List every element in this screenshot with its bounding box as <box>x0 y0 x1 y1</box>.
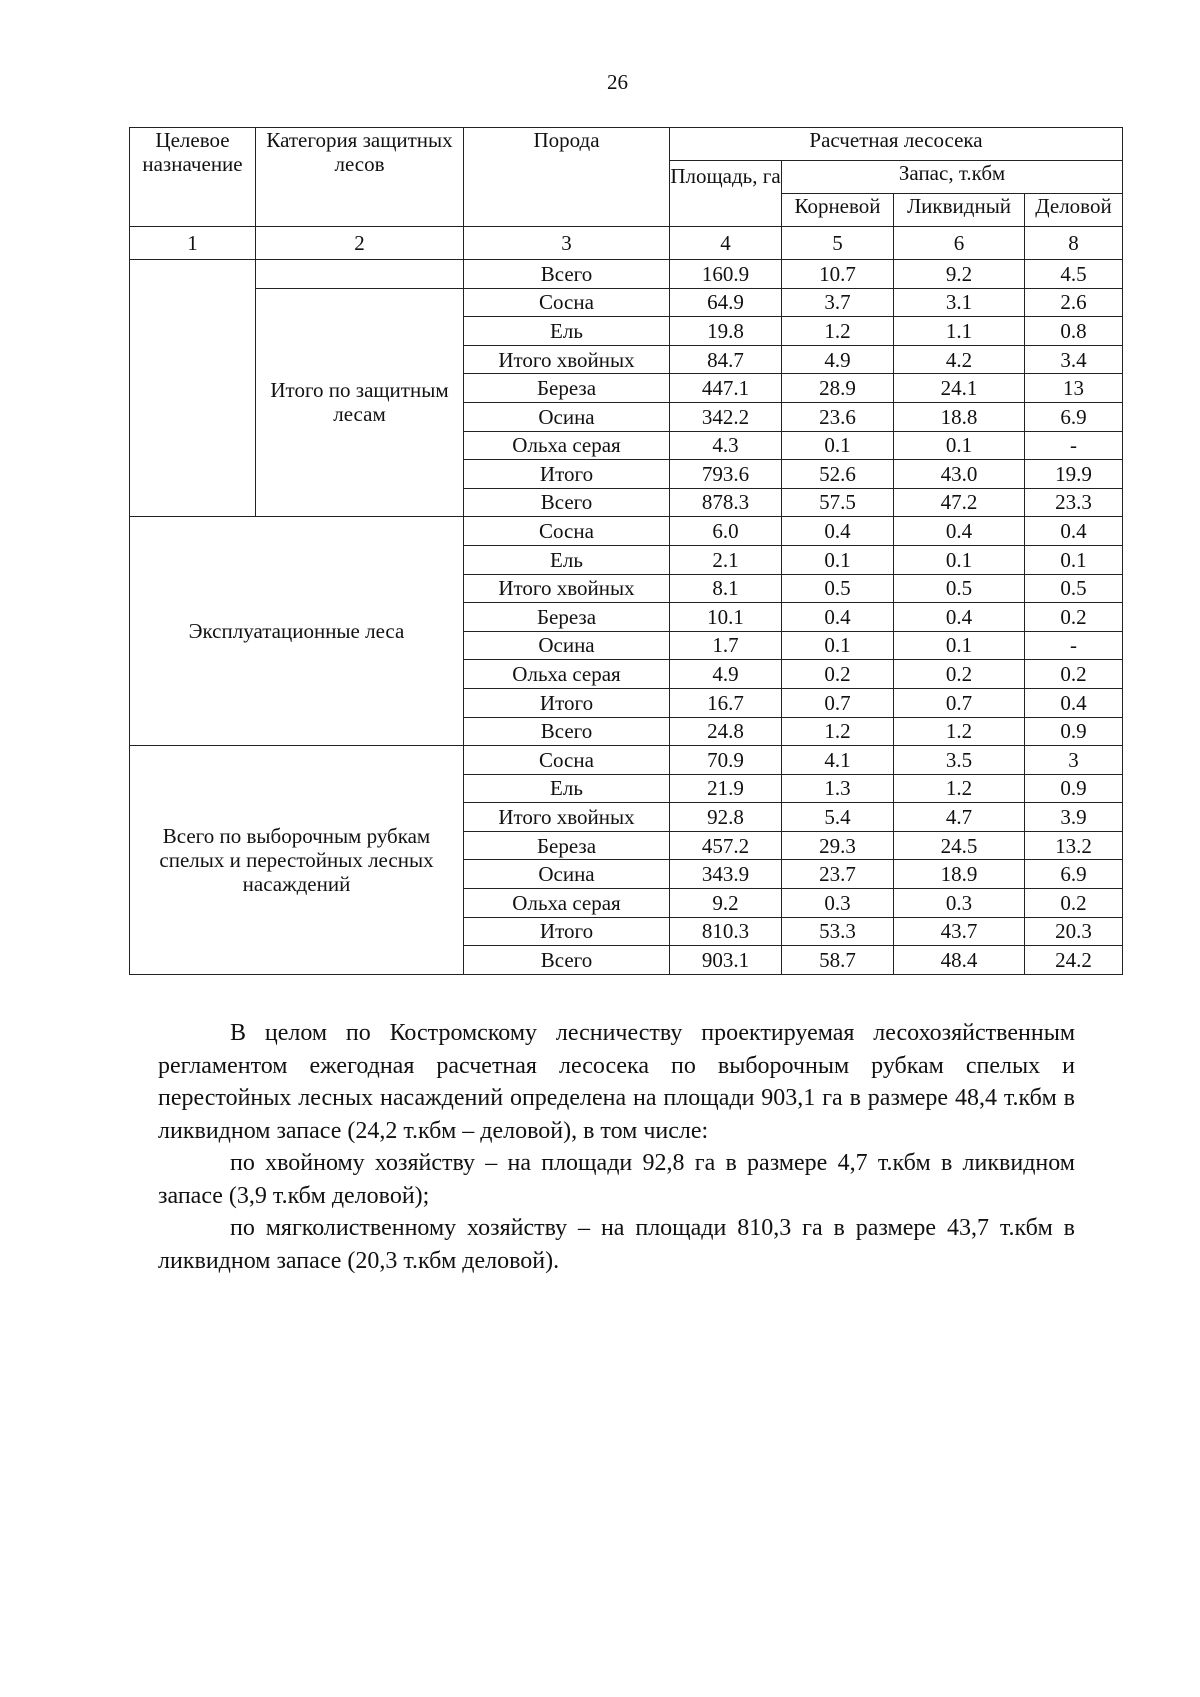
value-cell: 19.9 <box>1025 460 1123 489</box>
column-number-cell: 6 <box>894 227 1025 260</box>
breed-cell: Итого <box>464 688 670 717</box>
value-cell: 57.5 <box>782 488 894 517</box>
breed-cell: Осина <box>464 631 670 660</box>
column-number-cell: 5 <box>782 227 894 260</box>
breed-cell: Итого <box>464 917 670 946</box>
purpose-cell <box>130 260 256 517</box>
header-liquid: Ликвидный <box>894 194 1025 227</box>
group-label-cell: Всего по выборочным рубкам спелых и перестойных лесных насаждений <box>130 746 464 975</box>
header-purpose: Целевое назначение <box>130 128 256 227</box>
value-cell: 343.9 <box>670 860 782 889</box>
value-cell: 4.1 <box>782 746 894 775</box>
value-cell: 43.7 <box>894 917 1025 946</box>
value-cell: 6.9 <box>1025 402 1123 431</box>
column-number-cell: 8 <box>1025 227 1123 260</box>
value-cell: 19.8 <box>670 317 782 346</box>
value-cell: 0.2 <box>782 660 894 689</box>
value-cell: 1.2 <box>782 317 894 346</box>
value-cell: - <box>1025 631 1123 660</box>
value-cell: 0.4 <box>894 517 1025 546</box>
value-cell: 2.1 <box>670 545 782 574</box>
value-cell: 0.2 <box>1025 660 1123 689</box>
value-cell: 0.5 <box>1025 574 1123 603</box>
breed-cell: Сосна <box>464 746 670 775</box>
value-cell: 0.1 <box>782 631 894 660</box>
value-cell: 24.5 <box>894 831 1025 860</box>
value-cell: 4.2 <box>894 345 1025 374</box>
value-cell: 1.1 <box>894 317 1025 346</box>
value-cell: 0.9 <box>1025 717 1123 746</box>
header-stock: Запас, т.кбм <box>782 161 1123 194</box>
column-number-cell: 2 <box>256 227 464 260</box>
value-cell: 0.4 <box>894 603 1025 632</box>
value-cell: 0.5 <box>894 574 1025 603</box>
table-row <box>130 746 1123 775</box>
category-cell: Итого по защитным лесам <box>256 288 464 517</box>
value-cell: 0.1 <box>782 431 894 460</box>
value-cell: 2.6 <box>1025 288 1123 317</box>
value-cell: 6.9 <box>1025 860 1123 889</box>
page-number: 26 <box>607 70 628 94</box>
value-cell: 0.1 <box>894 545 1025 574</box>
value-cell: 29.3 <box>782 831 894 860</box>
value-cell: 0.1 <box>894 631 1025 660</box>
value-cell: 0.9 <box>1025 774 1123 803</box>
value-cell: 20.3 <box>1025 917 1123 946</box>
value-cell: 3.4 <box>1025 345 1123 374</box>
value-cell: 0.4 <box>782 517 894 546</box>
value-cell: 18.9 <box>894 860 1025 889</box>
value-cell: 1.2 <box>894 717 1025 746</box>
value-cell: 0.3 <box>894 889 1025 918</box>
breed-cell: Ель <box>464 774 670 803</box>
group-label-cell: Эксплуатационные леса <box>130 517 464 746</box>
paragraph: по мягколиственному хозяйству – на площади 810,3 га в размере 43,7 т.кбм в ликвидном запасе (20,3 т.кбм деловой). <box>158 1215 1075 1274</box>
value-cell: 24.8 <box>670 717 782 746</box>
breed-cell: Ель <box>464 317 670 346</box>
category-cell <box>256 260 464 289</box>
column-number-cell: 3 <box>464 227 670 260</box>
breed-cell: Итого хвойных <box>464 345 670 374</box>
value-cell: 0.4 <box>1025 517 1123 546</box>
value-cell: 1.2 <box>894 774 1025 803</box>
value-cell: 10.1 <box>670 603 782 632</box>
breed-cell: Сосна <box>464 288 670 317</box>
value-cell: 9.2 <box>894 260 1025 289</box>
value-cell: 92.8 <box>670 803 782 832</box>
breed-cell: Ольха серая <box>464 889 670 918</box>
paragraph: В целом по Костромскому лесничеству проектируемая лесохозяйственным регламентом ежегодная расчетная лесосека по выборочным рубкам спелых и перестойных лесных насаждений определена на площади 903,1 га в размере 48,4 т.кбм в ликвидном запасе (24,2 т.кбм – деловой), в том числе: <box>158 1020 1075 1144</box>
breed-cell: Всего <box>464 946 670 975</box>
breed-cell: Береза <box>464 374 670 403</box>
value-cell: 6.0 <box>670 517 782 546</box>
value-cell: 8.1 <box>670 574 782 603</box>
breed-cell: Итого <box>464 460 670 489</box>
value-cell: 13.2 <box>1025 831 1123 860</box>
breed-cell: Сосна <box>464 517 670 546</box>
breed-cell: Ель <box>464 545 670 574</box>
column-number-cell: 1 <box>130 227 256 260</box>
value-cell: 342.2 <box>670 402 782 431</box>
value-cell: 13 <box>1025 374 1123 403</box>
value-cell: 1.7 <box>670 631 782 660</box>
value-cell: 84.7 <box>670 345 782 374</box>
value-cell: 0.1 <box>1025 545 1123 574</box>
value-cell: - <box>1025 431 1123 460</box>
breed-cell: Береза <box>464 831 670 860</box>
value-cell: 0.4 <box>782 603 894 632</box>
column-number-cell: 4 <box>670 227 782 260</box>
value-cell: 4.9 <box>670 660 782 689</box>
breed-cell: Всего <box>464 717 670 746</box>
value-cell: 793.6 <box>670 460 782 489</box>
value-cell: 447.1 <box>670 374 782 403</box>
table-row <box>130 260 1123 289</box>
breed-cell: Береза <box>464 603 670 632</box>
value-cell: 0.7 <box>782 688 894 717</box>
value-cell: 24.2 <box>1025 946 1123 975</box>
value-cell: 47.2 <box>894 488 1025 517</box>
value-cell: 23.7 <box>782 860 894 889</box>
header-cutting: Расчетная лесосека <box>670 128 1123 161</box>
value-cell: 3 <box>1025 746 1123 775</box>
header-root: Корневой <box>782 194 894 227</box>
value-cell: 4.5 <box>1025 260 1123 289</box>
value-cell: 4.9 <box>782 345 894 374</box>
header-business: Деловой <box>1025 194 1123 227</box>
value-cell: 0.2 <box>1025 603 1123 632</box>
forest-cutting-table <box>129 127 1123 975</box>
value-cell: 0.7 <box>894 688 1025 717</box>
value-cell: 43.0 <box>894 460 1025 489</box>
value-cell: 160.9 <box>670 260 782 289</box>
value-cell: 10.7 <box>782 260 894 289</box>
header-breed: Порода <box>464 128 670 227</box>
value-cell: 48.4 <box>894 946 1025 975</box>
value-cell: 903.1 <box>670 946 782 975</box>
value-cell: 0.8 <box>1025 317 1123 346</box>
value-cell: 53.3 <box>782 917 894 946</box>
value-cell: 0.1 <box>782 545 894 574</box>
value-cell: 70.9 <box>670 746 782 775</box>
breed-cell: Осина <box>464 860 670 889</box>
paragraph: по хвойному хозяйству – на площади 92,8 га в размере 4,7 т.кбм в ликвидном запасе (3,9 т.кбм деловой); <box>158 1150 1075 1209</box>
body-text <box>158 1017 1075 1277</box>
value-cell: 0.3 <box>782 889 894 918</box>
value-cell: 3.5 <box>894 746 1025 775</box>
value-cell: 0.2 <box>1025 889 1123 918</box>
value-cell: 3.7 <box>782 288 894 317</box>
breed-cell: Итого хвойных <box>464 574 670 603</box>
value-cell: 0.5 <box>782 574 894 603</box>
breed-cell: Ольха серая <box>464 660 670 689</box>
value-cell: 24.1 <box>894 374 1025 403</box>
breed-cell: Осина <box>464 402 670 431</box>
breed-cell: Всего <box>464 260 670 289</box>
value-cell: 878.3 <box>670 488 782 517</box>
header-area: Площадь, га <box>670 161 782 227</box>
value-cell: 3.1 <box>894 288 1025 317</box>
value-cell: 23.6 <box>782 402 894 431</box>
value-cell: 0.2 <box>894 660 1025 689</box>
value-cell: 52.6 <box>782 460 894 489</box>
value-cell: 3.9 <box>1025 803 1123 832</box>
header-category: Категория защитных лесов <box>256 128 464 227</box>
table-row <box>130 288 1123 317</box>
value-cell: 28.9 <box>782 374 894 403</box>
value-cell: 4.3 <box>670 431 782 460</box>
value-cell: 457.2 <box>670 831 782 860</box>
value-cell: 810.3 <box>670 917 782 946</box>
value-cell: 1.2 <box>782 717 894 746</box>
value-cell: 5.4 <box>782 803 894 832</box>
value-cell: 16.7 <box>670 688 782 717</box>
value-cell: 23.3 <box>1025 488 1123 517</box>
table-row <box>130 517 1123 546</box>
value-cell: 1.3 <box>782 774 894 803</box>
value-cell: 4.7 <box>894 803 1025 832</box>
breed-cell: Ольха серая <box>464 431 670 460</box>
value-cell: 18.8 <box>894 402 1025 431</box>
column-numbers-row <box>130 227 1123 260</box>
value-cell: 64.9 <box>670 288 782 317</box>
value-cell: 21.9 <box>670 774 782 803</box>
value-cell: 0.1 <box>894 431 1025 460</box>
breed-cell: Всего <box>464 488 670 517</box>
value-cell: 0.4 <box>1025 688 1123 717</box>
value-cell: 9.2 <box>670 889 782 918</box>
value-cell: 58.7 <box>782 946 894 975</box>
breed-cell: Итого хвойных <box>464 803 670 832</box>
